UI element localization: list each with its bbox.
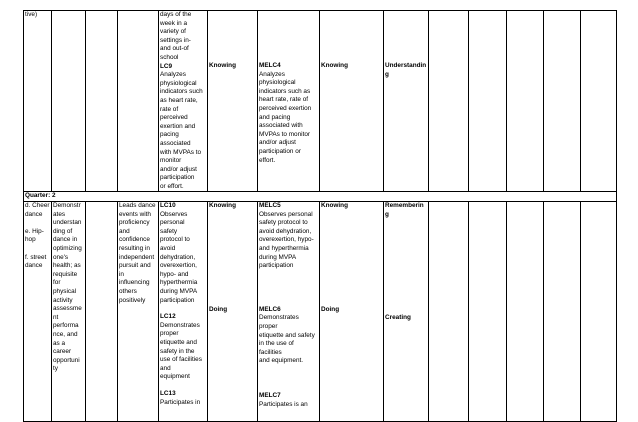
lc-text: Analyzes physiological indicators such as heart rate, rate of perceived exertion and pacing associated with MVPAs to monitor and/or adjust participation or effort. (160, 71, 203, 190)
empty-cell (544, 11, 581, 192)
lc12-text: Demonstrates proper etiquette and safety in the use of facilities and equipment (160, 321, 202, 381)
lc-code: LC9 (160, 62, 173, 70)
empty-cell (581, 202, 617, 422)
empty-cell (507, 202, 544, 422)
empty-cell (507, 11, 544, 192)
melc7-text: Participates is an (259, 400, 308, 408)
melc6-level: Doing (321, 305, 340, 313)
melc7-code: MELC7 (259, 391, 281, 399)
cognitive-level-remembering: Remembering (385, 202, 424, 218)
lc-continuation-text: days of the week in a variety of settings in- and out-of school (160, 11, 192, 61)
lc12-code: LC12 (160, 313, 176, 321)
performance-standard-cell (118, 11, 159, 192)
empty-cell (86, 202, 118, 422)
empty-cell (469, 11, 507, 192)
lc10-code: LC10 (160, 202, 176, 210)
content-standard-cell (52, 11, 86, 192)
lc-level-cell (208, 11, 258, 192)
empty-cell (581, 11, 617, 192)
melc6-code: MELC6 (259, 305, 281, 313)
topic-cell: tive) (24, 11, 52, 192)
lc13-code: LC13 (160, 389, 176, 397)
empty-cell (544, 202, 581, 422)
melc-code: MELC4 (259, 62, 281, 69)
melc-level-cell (320, 11, 384, 192)
cognitive-level-cell (384, 11, 429, 192)
melc5-level: Knowing (321, 202, 348, 210)
lc-level: Knowing (209, 62, 236, 69)
topic-cell: d. Cheer dance e. Hip- hop f. street dance (24, 202, 52, 422)
table-row (24, 11, 617, 192)
melc-cell (258, 11, 320, 192)
lc10-level: Knowing (209, 202, 236, 210)
empty-cell (469, 202, 507, 422)
lc12-level: Doing (209, 305, 228, 313)
table-row (24, 202, 617, 422)
cognitive-level-cell (384, 202, 429, 422)
melc5-text: Observes personal safety protocol to avoid dehydration, overexertion, hypo- and hyperthermia during MVPA participation (259, 210, 314, 270)
melc-level-cell (320, 202, 384, 422)
empty-cell (429, 11, 469, 192)
performance-standard-cell: Leads dance events with proficiency and confidence resulting in independent pursuit and in influencing others positively (118, 202, 159, 422)
learning-competency-cell (159, 11, 208, 192)
melc-level: Knowing (321, 62, 348, 69)
curriculum-table (23, 10, 617, 422)
quarter-label: Quarter: 2 (24, 192, 617, 202)
melc6-text: Demonstrates proper etiquette and safety in the use of facilities and equipment. (259, 314, 315, 365)
empty-cell (86, 11, 118, 192)
melc-cell (258, 202, 320, 422)
content-standard-cell: Demonstr ates understan ding of dance in optimizing one's health; as requisite for physical activity assessme nt performa nce, and as a career opportuni ty (52, 202, 86, 422)
lc10-text: Observes personal safety protocol to avoid dehydration, overexertion, hypo- and hyperthermia during MVPA participation (160, 210, 198, 304)
melc5-code: MELC5 (259, 202, 281, 210)
quarter-row (24, 192, 617, 202)
empty-cell (429, 202, 469, 422)
cognitive-level-creating: Creating (385, 314, 411, 322)
lc-level-cell (208, 202, 258, 422)
cognitive-level: Understandin g (385, 62, 427, 78)
melc-text: Analyzes physiological indicators such as heart rate, rate of perceived exertion and pacing associated with MVPAs to monitor and/or adjust participation or effort. (259, 70, 312, 164)
lc13-text: Participates in (160, 398, 201, 406)
learning-competency-cell (159, 202, 208, 422)
